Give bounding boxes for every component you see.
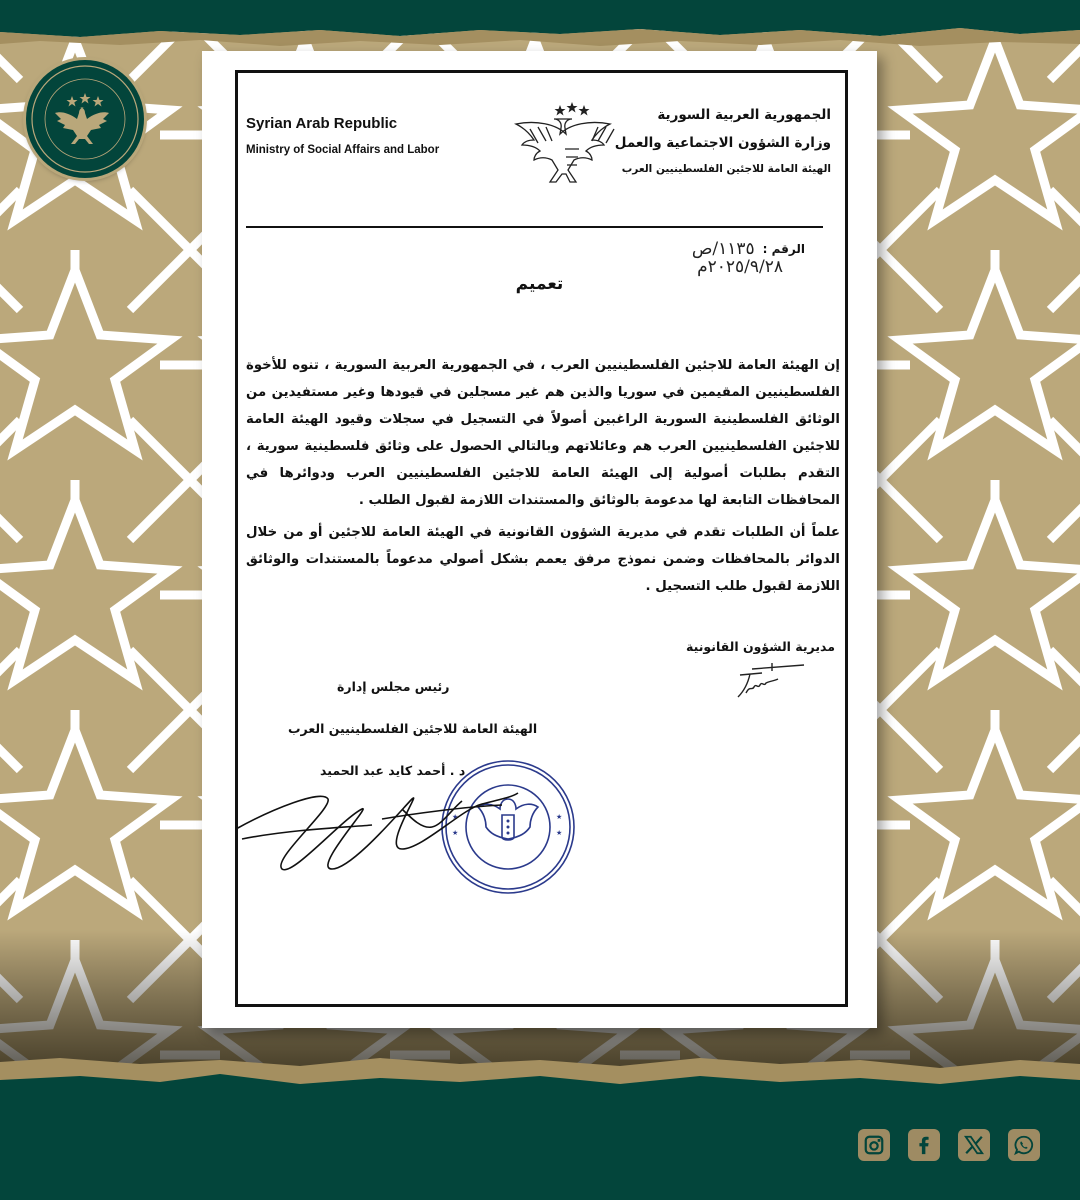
english-letterhead [246,115,439,156]
ministry-name-ar: وزارة الشؤون الاجتماعية والعمل [614,135,831,151]
svg-text:★: ★ [556,829,563,837]
svg-text:★: ★ [452,829,459,837]
facebook-button[interactable] [908,1129,940,1161]
facebook-icon [913,1134,935,1156]
whatsapp-button[interactable] [1008,1129,1040,1161]
whatsapp-icon [1013,1134,1035,1156]
ministry-name-en: Ministry of Social Affairs and Labor [246,144,440,156]
department-signature [732,661,812,701]
document-paper [202,51,877,1028]
authority-logo[interactable] [26,60,144,178]
country-name-en: Syrian Arab Republic [246,115,398,132]
body-paragraph-1: إن الهيئة العامة للاجئين الفلسطينيين العرب ، في الجمهورية العربية السورية ، تنوه للأخوة الفلسطينيين المقيمين في سوريا والذين هم غير مسجلين في قيودها وغير مستفيدين من الوثائق الفلسطينية السورية الراغبين أصولاً في التسجيل في سجلات وقيود الهيئة العامة للاجئين الفلسطينيين العرب هم وعائلاتهم وبالتالي الحصول على وثائق فلسطينية سورية ، التقدم بطلبات أصولية إلى الهيئة العامة للاجئين الفلسطينيين العرب ودوائرها في المحافظات التابعة لها مدعومة بالوثائق والمستندات اللازمة لقبول الطلب . [246,358,840,508]
x-icon [963,1134,985,1156]
country-name-ar: الجمهورية العربية السورية [657,107,831,123]
chair-name: د . أحمد كايد عبد الحميد [320,763,466,778]
svg-text:★: ★ [452,813,459,821]
header-divider [246,226,823,228]
chair-title: رئيس مجلس إدارة [337,679,450,694]
body-paragraph-2: علماً أن الطلبات تقدم في مديرية الشؤون القانونية في الهيئة العامة للاجئين أو من خلال الدوائر بالمحافظات وضمن نموذج مرفق يعمم بشكل أصولي مدعوماً بالمستندات والوثائق اللازمة لقبول طلب التسجيل . [246,525,840,594]
chair-signature [232,769,522,879]
reference-label: الرقم : [762,242,805,256]
reference-block [692,239,805,277]
svg-text:★: ★ [556,813,563,821]
arabic-letterhead [615,107,831,175]
eagle-emblem-icon [26,60,144,178]
chair-organization: الهيئة العامة للاجئين الفلسطينيين العرب [288,721,538,736]
instagram-icon [863,1134,885,1156]
instagram-button[interactable] [858,1129,890,1161]
reference-date: ٢٠٢٥/٩/٢٨م [697,257,783,277]
reference-number: ١١٣٥/ص [691,239,755,259]
x-button[interactable] [958,1129,990,1161]
document-title: تعميم [515,274,564,294]
authority-name-ar: الهيئة العامة للاجئين الفلسطينيين العرب [621,163,831,175]
legal-department-label: مديرية الشؤون القانونية [686,639,835,654]
